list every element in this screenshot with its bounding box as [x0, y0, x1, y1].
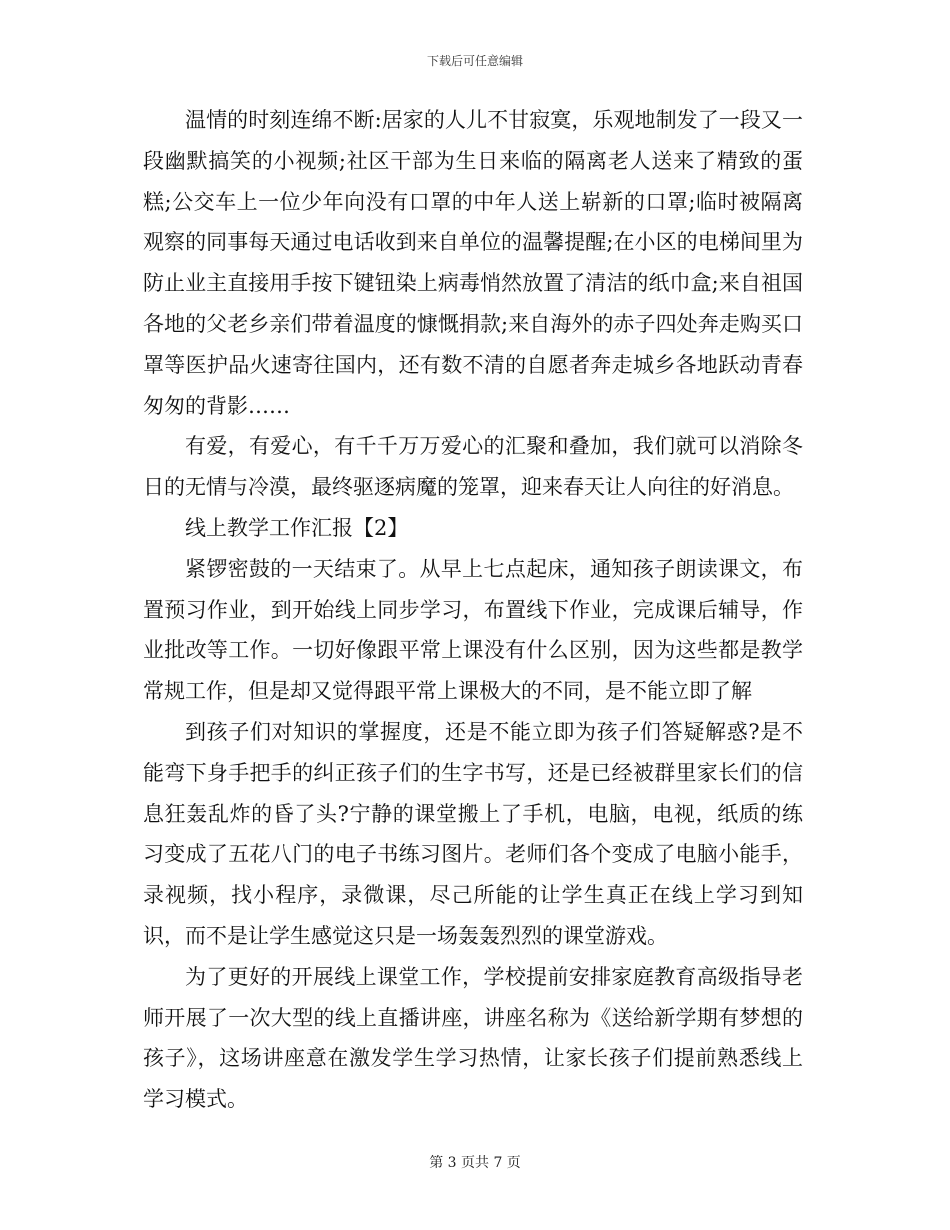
page-header: 下载后可任意编辑 — [426, 54, 523, 68]
section-heading: 线上教学工作汇报【2】 — [185, 515, 409, 540]
paragraph-5: 为了更好的开展线上课堂工作，学校提前安排家庭教育高级指导老师开展了一次大型的线上直播讲座，讲座名称为《送给新学期有梦想的孩子》，这场讲座意在激发学生学习热情，让家长孩子们提前熟悉线上学习模式。 — [143, 964, 803, 1112]
paragraph-4: 到孩子们对知识的掌握度，还是不能立即为孩子们答疑解惑?是不能弯下身手把手的纠正孩子们的生字书写，还是已经被群里家长们的信息狂轰乱炸的昏了头?宁静的课堂搬上了手机，电脑，电视，纸质的练习变成了五花八门的电子书练习图片。老师们各个变成了电脑小能手，录视频，找小程序，录微课，尽己所能的让学生真正在线上学习到知识，而不是让学生感觉这只是一场轰轰烈烈的课堂游戏。 — [143, 719, 803, 948]
paragraph-2: 有爱，有爱心，有千千万万爱心的汇聚和叠加，我们就可以消除冬日的无情与冷漠，最终驱逐病魔的笼罩，迎来春天让人向往的好消息。 — [143, 434, 803, 500]
paragraph-3: 紧锣密鼓的一天结束了。从早上七点起床，通知孩子朗读课文，布置预习作业，到开始线上同步学习，布置线下作业，完成课后辅导，作业批改等工作。一切好像跟平常上课没有什么区别，因为这些都是教学常规工作，但是却又觉得跟平常上课极大的不同，是不能立即了解 — [143, 556, 803, 704]
paragraph-1: 温情的时刻连绵不断:居家的人儿不甘寂寞，乐观地制发了一段又一段幽默搞笑的小视频;社区干部为生日来临的隔离老人送来了精致的蛋糕;公交车上一位少年向没有口罩的中年人送上崭新的口罩;临时被隔离观察的同事每天通过电话收到来自单位的温馨提醒;在小区的电梯间里为防止业主直接用手按下键钮染上病毒悄然放置了清洁的纸巾盒;来自祖国各地的父老乡亲们带着温度的慷慨捐款;来自海外的赤子四处奔走购买口罩等医护品火速寄往国内，还有数不清的自愿者奔走城乡各地跃动青春匆匆的背影…… — [143, 108, 803, 418]
document-body — [143, 100, 803, 1120]
page-footer: 第 3 页共 7 页 — [429, 1155, 521, 1171]
